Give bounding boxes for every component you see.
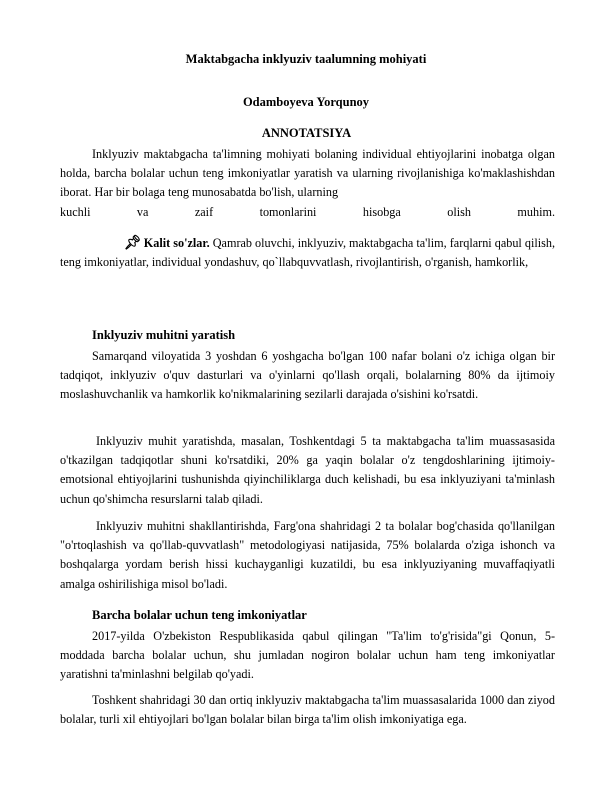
annotation-heading xyxy=(0,126,612,141)
keywords-text: Qamrab oluvchi, inklyuziv, maktabgacha ta'lim, farqlarni qabul qilish, teng imkoniyatlar, individual yondashuv, qo`llabquvvatlash, rivojlantirish, o'rganish, hamkorlik, xyxy=(60,236,555,270)
keywords-paragraph xyxy=(60,234,555,272)
annotation-heading-text: ANNOTATSIYA xyxy=(261,126,352,140)
section1-paragraph-1: Samarqand viloyatida 3 yoshdan 6 yoshgacha bo'lgan 100 nafar bolani o'z ichiga olgan bir tadqiqot, inklyuziv o'quv dasturlari va o'yinlarni qo'llash orqali, bolalarning 80% da ijtimoiy moslashuvchanlik va hamkorlik ko'nikmalarining sezilarli darajada o'sishini ko'rsatdi. xyxy=(60,349,555,402)
keywords-label: Kalit so'zlar. xyxy=(143,236,210,250)
section-heading-equal-opportunities: Barcha bolalar uchun teng imkoniyatlar xyxy=(92,608,307,622)
section2-paragraph-1: 2017-yilda O'zbekiston Respublikasida qabul qilingan "Ta'lim to'g'risida"gi Qonun, 5-moddada barcha bolalar uchun, shu jumladan nogiron bolalar uchun ham teng imkoniyatlar yaratishni ta'minlashni belgilab qo'yadi. xyxy=(60,629,555,682)
section2-paragraph-2: Toshkent shahridagi 30 dan ortiq inklyuziv maktabgacha ta'lim muassasalarida 1000 dan ziyod bolalar, turli xil ehtiyojlari bo'lgan bolalar bilan birga ta'lim olish imkoniyatiga ega. xyxy=(60,693,555,727)
annotation-last-line: kuchli va zaif tomonlarini hisobga olish muhim. xyxy=(60,204,555,219)
section1-paragraph-3: Inklyuziv muhitni shakllantirishda, Farg'ona shahridagi 2 ta bolalar bog'chasida qo'llanilgan "o'rtoqlashish va qo'llab-quvvatlash" metodologiyasi natijasida, 75% bolalarda o'ziga ishonch va boshqalarga yordam berish hissi kuchayganligi kuzatildi, bu esa inklyuziyaning muvaffaqiyatli amalga oshirilishiga misol bo'ladi. xyxy=(60,519,555,591)
document-title: Maktabgacha inklyuziv taalumning mohiyati xyxy=(185,52,427,66)
section1-paragraph-2: Inklyuziv muhit yaratishda, masalan, Toshkentdagi 5 ta maktabgacha ta'lim muassasasida o'tkazilgan tadqiqotlar shuni ko'rsatdiki, 20% ga yaqin bolalar o'z tengdoshlarining ijtimoiy-emotsional ehtiyojlarini tushunishda qiyinchiliklarga duch kelishadi, bu esa inklyuziyani ta'minlash uchun qo'shimcha resurslarni talab qiladi. xyxy=(60,434,555,506)
section-heading-inclusive-environment: Inklyuziv muhitni yaratish xyxy=(92,328,236,342)
annotation-text-main: Inklyuziv maktabgacha ta'limning mohiyati bolaning individual ehtiyojlarini inobatga olgan holda, barcha bolalar uchun teng imkoniyatlar yaratish va ularning rivojlanishiga ko'maklashishdan iborat. Har bir bolaga teng munosabatda bo'lish, ularning xyxy=(60,147,555,200)
annotation-paragraph xyxy=(60,145,555,203)
pin-icon: 📌︎ xyxy=(124,236,142,251)
author-name: Odamboyeva Yorqunoy xyxy=(242,95,370,109)
